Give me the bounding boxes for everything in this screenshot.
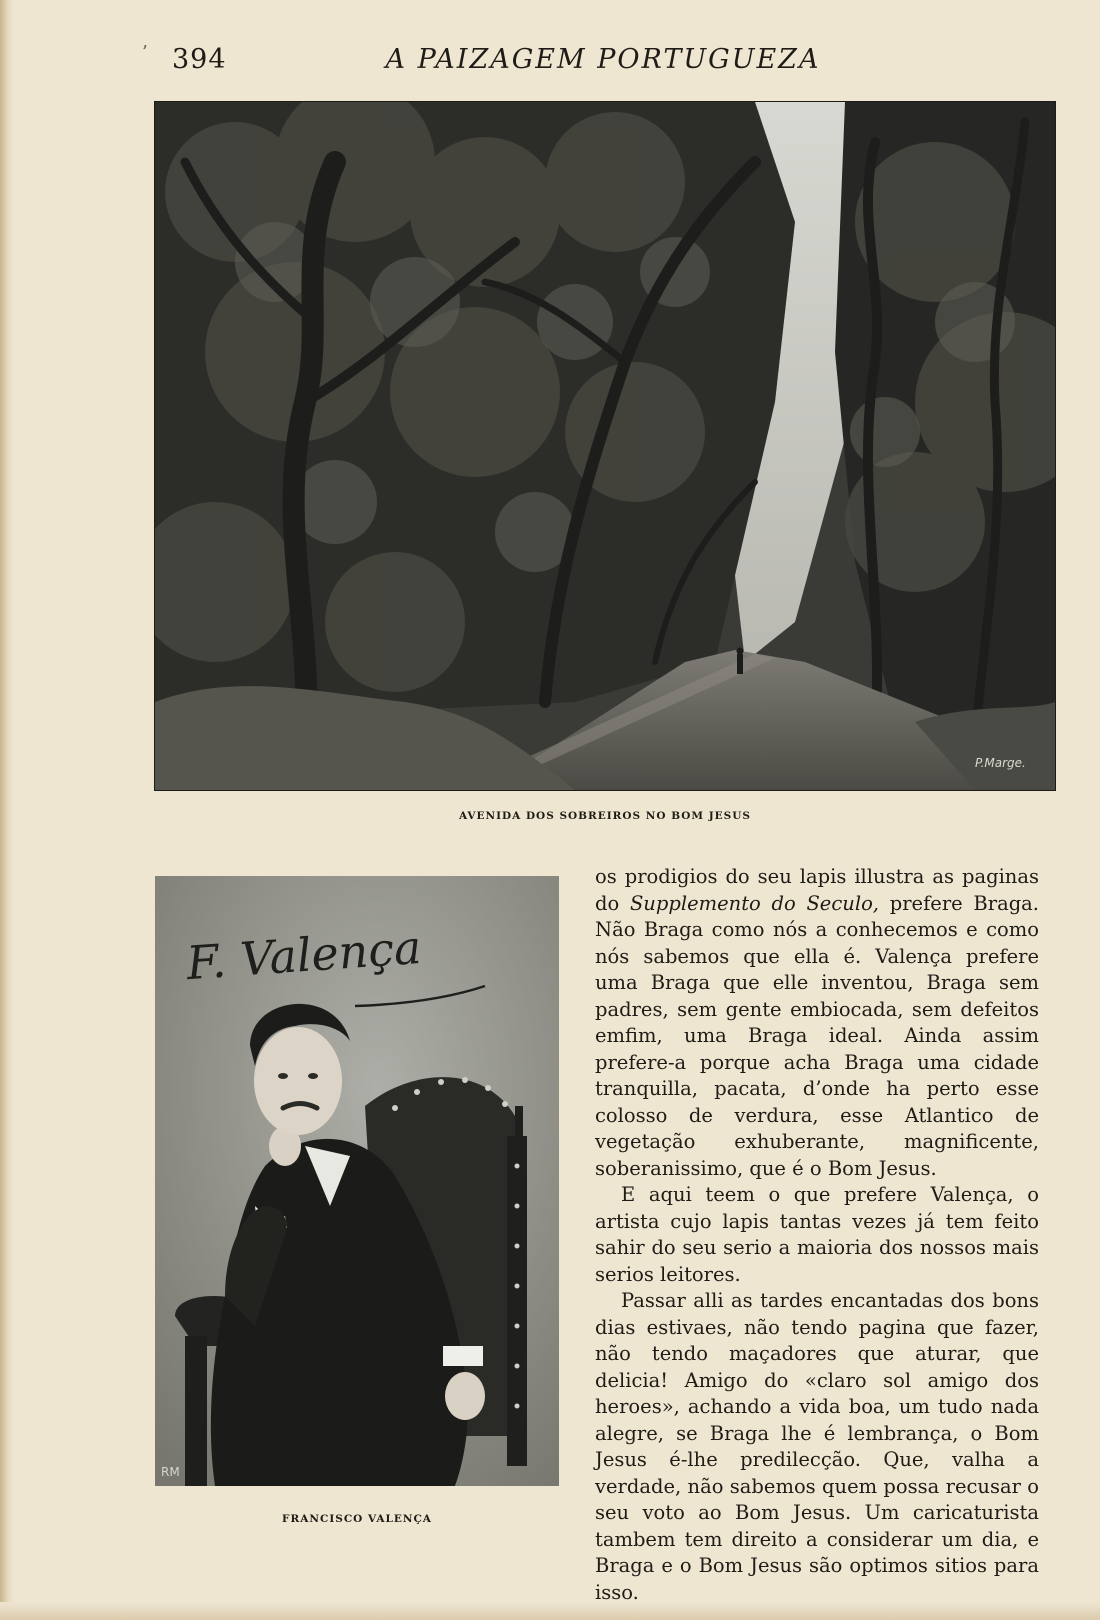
signature: F. Valença	[184, 919, 424, 991]
avenue-photograph	[155, 102, 1055, 790]
portrait-caption: FRANCISCO VALENÇA	[282, 1513, 432, 1525]
article-paragraph-3: Passar alli as tardes encantadas dos bons dias estivaes, não tendo pagina que fazer, não tendo maçadores que aturar, que delicia! Amigo do «claro sol amigo dos heroes», achando a vida boa, um tudo nada alegre, se Braga lhe é lembrança, o Bom Jesus é-lhe predilecção. Que, valha a verdade, não sabemos quem possa recusar o seu voto ao Bom Jesus. Um caricaturista tambem tem direito a considerar um dia, e Braga e o Bom Jesus são optimos sitios para isso.	[595, 1289, 1039, 1604]
corner-monogram: RM	[161, 1465, 180, 1479]
portrait-illustration	[155, 876, 559, 1486]
article-p1-rest: prefere Braga. Não Braga como nós a conhecemos e como nós sabemos que ella é. Valença prefere uma Braga que elle inventou, Braga sem padres, sem gente embiocada, sem defeitos emfim, uma Braga ideal. Ainda assim prefere-a porque acha Braga uma cidade tranquilla, pacata, d’onde ha perto esse colosso de verdura, esse Atlantico de vegetação exhuberante, magnificente, soberanissimo, que é o Bom Jesus.	[595, 891, 1040, 1180]
journal-title: A PAIZAGEM PORTUGUEZA	[385, 44, 821, 75]
article-p1-italic: Supplemento do Seculo,	[629, 891, 880, 915]
article-p1-start: os prodigios do seu lapis illustra as paginas do	[595, 865, 1039, 915]
running-head	[142, 40, 1056, 80]
photo-caption: AVENIDA DOS SOBREIROS NO BOM JESUS	[459, 810, 751, 822]
avenue-photo-illustration	[155, 102, 1055, 790]
photographer-mark: P.Marge.	[975, 756, 1026, 770]
page-edge	[0, 0, 14, 1620]
page-mark: ’	[142, 42, 148, 63]
page-number: 394	[172, 44, 227, 75]
article-paragraph-2: E aqui teem o que prefere Valença, o artista cujo lapis tantas vezes já tem feito sahir do seu serio a maioria dos nossos mais serios leitores.	[595, 1183, 1039, 1286]
portrait-photograph	[155, 876, 559, 1486]
article-paragraph-1	[595, 864, 1039, 1182]
article-body	[595, 864, 1039, 1606]
